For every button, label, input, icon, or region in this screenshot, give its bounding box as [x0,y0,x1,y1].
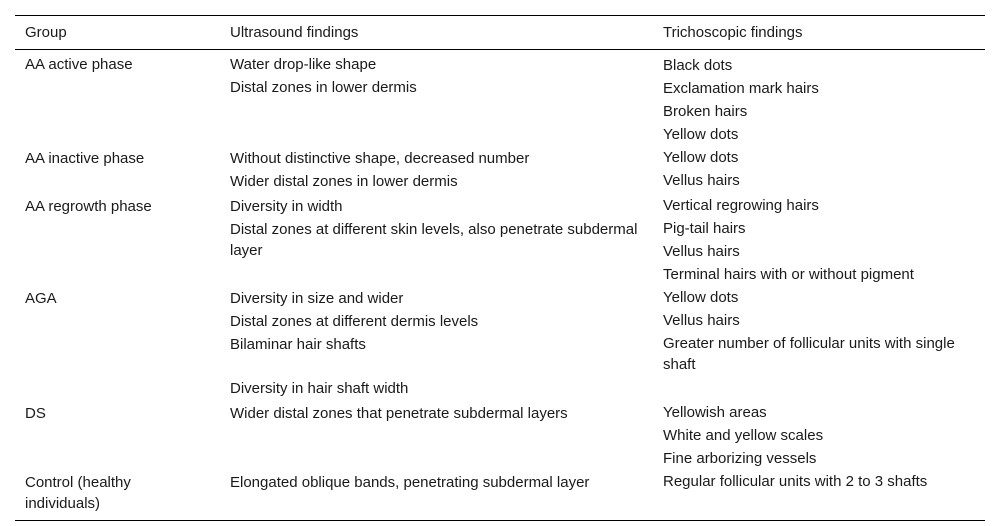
findings-table [15,15,985,521]
trichoscopic-finding: Yellow dots [663,289,739,306]
table-row [15,146,985,194]
ultrasound-cell [220,146,653,194]
ultrasound-finding: Distal zones at different skin levels, also penetrate subdermal layer [230,221,638,259]
table-row [15,470,985,521]
group-label: AA active phase [25,56,133,73]
trichoscopic-finding: Black dots [663,57,733,74]
trichoscopic-finding: Vellus hairs [663,172,740,189]
trichoscopic-finding: Greater number of follicular units with single shaft [663,335,955,373]
group-label: DS [25,405,46,422]
trichoscopic-finding: Yellowish areas [663,404,767,421]
ultrasound-cell [220,470,653,521]
header-group: Group [25,24,67,41]
ultrasound-finding: Distal zones in lower dermis [230,79,417,96]
group-label: AA inactive phase [25,150,145,167]
group-label: Control (healthy individuals) [25,474,131,512]
group-cell [15,286,220,401]
trichoscopic-finding: White and yellow scales [663,427,824,444]
ultrasound-cell [220,286,653,401]
ultrasound-cell [220,50,653,147]
trichoscopic-cell [653,286,985,401]
table-row [15,401,985,470]
trichoscopic-finding: Vellus hairs [663,243,740,260]
trichoscopic-finding: Vellus hairs [663,312,740,329]
ultrasound-cell [220,194,653,286]
table-row [15,50,985,147]
trichoscopic-finding: Yellow dots [663,149,739,166]
trichoscopic-cell [653,50,985,147]
ultrasound-finding: Diversity in width [230,198,343,215]
ultrasound-finding: Elongated oblique bands, penetrating subdermal layer [230,474,590,491]
ultrasound-finding: Wider distal zones that penetrate subdermal layers [230,405,568,422]
trichoscopic-finding: Pig-tail hairs [663,220,746,237]
ultrasound-cell [220,401,653,470]
header-trichoscopic: Trichoscopic findings [663,24,803,41]
header-ultrasound: Ultrasound findings [230,24,359,41]
ultrasound-finding: Diversity in size and wider [230,290,404,307]
ultrasound-finding: Water drop-like shape [230,56,377,73]
trichoscopic-cell [653,470,985,521]
group-label: AGA [25,290,57,307]
trichoscopic-finding: Regular follicular units with 2 to 3 shafts [663,473,928,490]
trichoscopic-finding: Vertical regrowing hairs [663,197,819,214]
group-label: AA regrowth phase [25,198,152,215]
table-row [15,194,985,286]
trichoscopic-cell [653,146,985,194]
ultrasound-finding: Bilaminar hair shafts [230,336,366,353]
trichoscopic-cell [653,401,985,470]
ultrasound-finding: Diversity in hair shaft width [230,380,409,397]
group-cell [15,194,220,286]
table-row [15,286,985,401]
group-cell [15,50,220,147]
trichoscopic-finding: Fine arborizing vessels [663,450,817,467]
trichoscopic-finding: Exclamation mark hairs [663,80,819,97]
trichoscopic-finding: Terminal hairs with or without pigment [663,266,914,283]
findings-table-container [15,15,985,521]
trichoscopic-finding: Yellow dots [663,126,739,143]
group-cell [15,146,220,194]
table-header-row [15,16,985,50]
ultrasound-finding: Without distinctive shape, decreased number [230,150,530,167]
trichoscopic-finding: Broken hairs [663,103,748,120]
ultrasound-finding: Distal zones at different dermis levels [230,313,479,330]
trichoscopic-cell [653,194,985,286]
ultrasound-finding: Wider distal zones in lower dermis [230,173,458,190]
group-cell [15,401,220,470]
group-cell [15,470,220,521]
